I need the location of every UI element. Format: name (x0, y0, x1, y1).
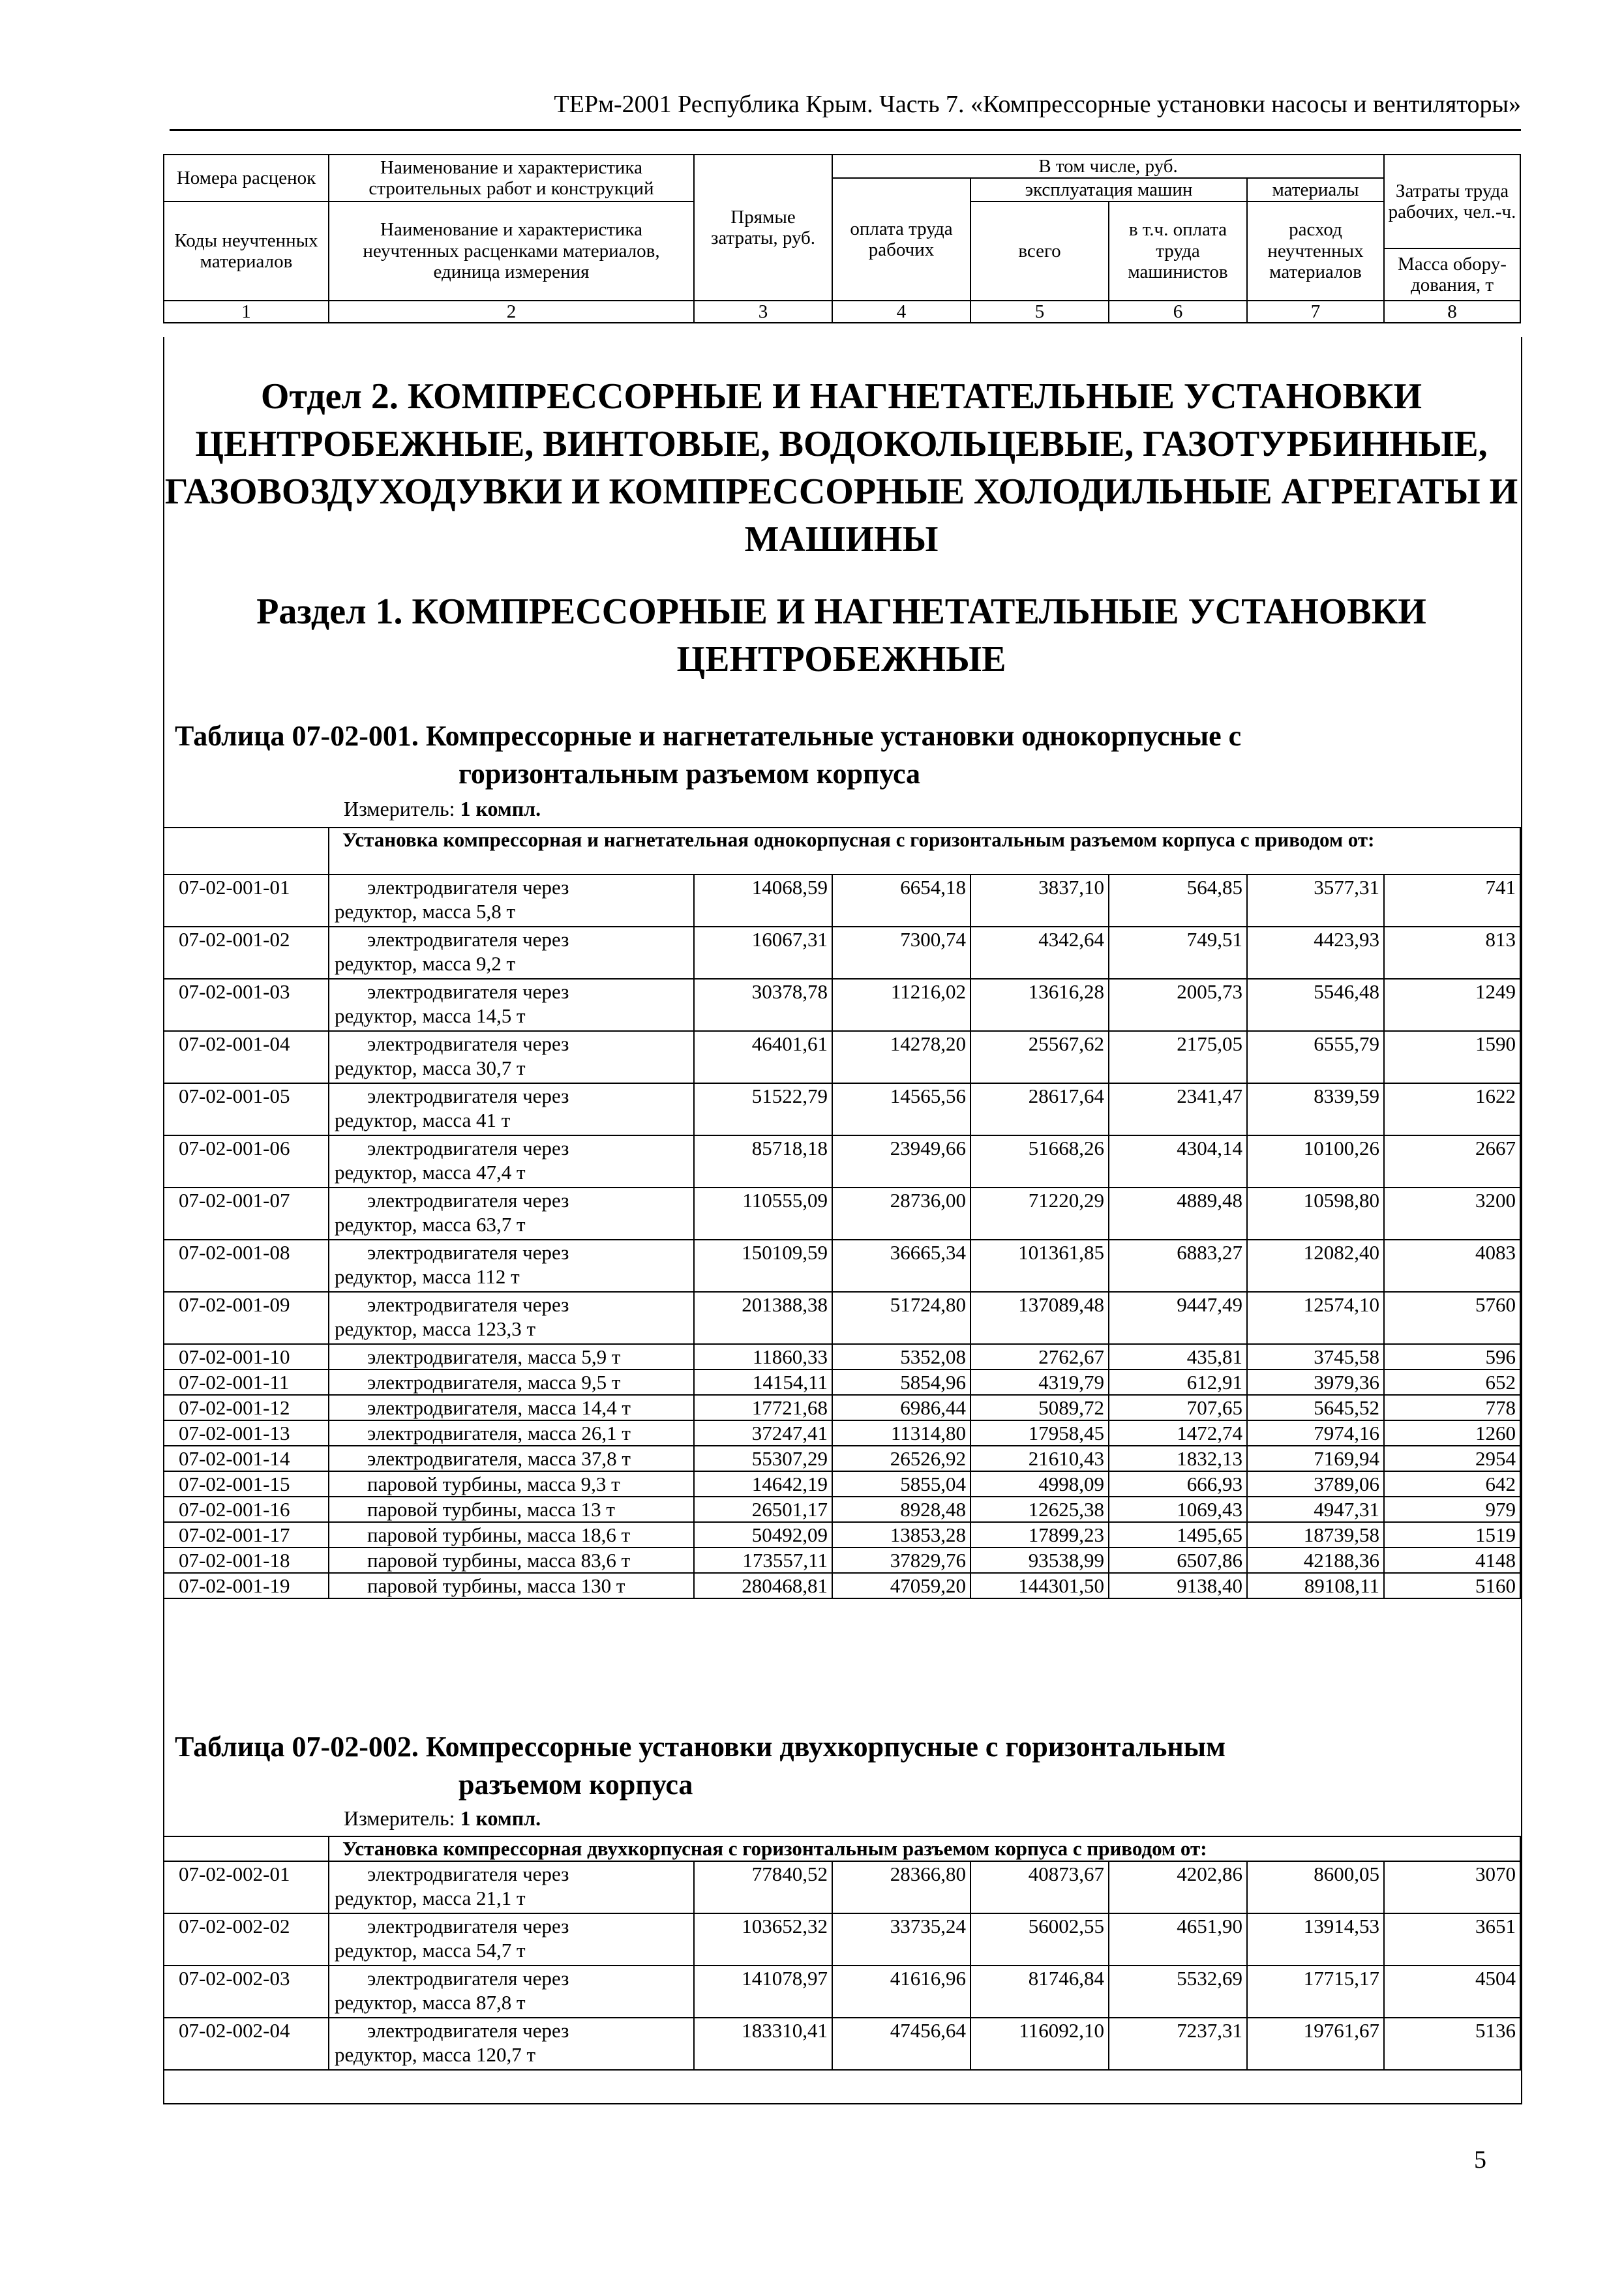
machines-total: 101361,85 (970, 1240, 1109, 1292)
labor-hours: 778 (1384, 1395, 1520, 1420)
direct-costs: 280468,81 (694, 1573, 832, 1598)
work-name-line: редуктор, масса 30,7 т (335, 1056, 526, 1079)
table-row (164, 875, 1520, 927)
machinist-pay: 666,93 (1109, 1471, 1247, 1497)
labor-hours: 1519 (1384, 1522, 1520, 1548)
header-material-usage: расход неучтенных материалов (1247, 202, 1384, 301)
section-title: Раздел 1. КОМПРЕССОРНЫЕ И НАГНЕТАТЕЛЬНЫЕ УСТАНОВКИ ЦЕНТРОБЕЖНЫЕ (256, 591, 1426, 680)
column-number: 1 (164, 301, 329, 323)
work-name-line: электродвигателя через (367, 1085, 569, 1107)
machines-total: 137089,48 (970, 1292, 1109, 1344)
machines-total: 17899,23 (970, 1522, 1109, 1548)
work-name-line: электродвигателя, масса 26,1 т (367, 1422, 631, 1444)
work-name-line: паровой турбины, масса 18,6 т (367, 1523, 631, 1546)
direct-costs: 85718,18 (694, 1135, 832, 1188)
table-row (164, 1471, 1520, 1497)
work-name-line: электродвигателя, масса 37,8 т (367, 1447, 631, 1470)
worker-pay: 47059,20 (832, 1573, 970, 1598)
machines-total: 13616,28 (970, 979, 1109, 1031)
column-number: 6 (1109, 301, 1247, 323)
work-name (329, 927, 694, 979)
machines-total: 4342,64 (970, 927, 1109, 979)
work-name (329, 1188, 694, 1240)
measure-label: Измеритель: (344, 1806, 455, 1830)
rate-code: 07-02-001-11 (164, 1369, 329, 1395)
machinist-pay: 2005,73 (1109, 979, 1247, 1031)
direct-costs: 55307,29 (694, 1446, 832, 1471)
worker-pay: 11216,02 (832, 979, 970, 1031)
materials: 5645,52 (1247, 1395, 1384, 1420)
rate-code: 07-02-001-15 (164, 1471, 329, 1497)
direct-costs: 16067,31 (694, 927, 832, 979)
table-row (164, 2018, 1520, 2070)
work-name-line: электродвигателя через (367, 2019, 569, 2042)
materials: 7169,94 (1247, 1446, 1384, 1471)
rate-code: 07-02-001-07 (164, 1188, 329, 1240)
materials: 8339,59 (1247, 1083, 1384, 1135)
work-name (329, 1471, 694, 1497)
machinist-pay: 7237,31 (1109, 2018, 1247, 2070)
materials: 4423,93 (1247, 927, 1384, 979)
machines-total: 28617,64 (970, 1083, 1109, 1135)
work-name-line: электродвигателя через (367, 980, 569, 1003)
work-name-line: паровой турбины, масса 9,3 т (367, 1473, 620, 1495)
table-row (164, 1344, 1520, 1369)
machines-total: 5089,72 (970, 1395, 1109, 1420)
labor-hours: 5136 (1384, 2018, 1520, 2070)
rate-code: 07-02-001-09 (164, 1292, 329, 1344)
work-name-line: электродвигателя через (367, 1863, 569, 1885)
machinist-pay: 1069,43 (1109, 1497, 1247, 1522)
machinist-pay: 435,81 (1109, 1344, 1247, 1369)
table-row (164, 1446, 1520, 1471)
rates-table (163, 1836, 1521, 2071)
labor-hours: 642 (1384, 1471, 1520, 1497)
materials: 10100,26 (1247, 1135, 1384, 1188)
column-number: 8 (1384, 301, 1520, 323)
worker-pay: 13853,28 (832, 1522, 970, 1548)
table-row (164, 1292, 1520, 1344)
subheading-spacer (164, 828, 329, 875)
rate-code: 07-02-001-10 (164, 1344, 329, 1369)
work-name (329, 1446, 694, 1471)
work-name-line: редуктор, масса 112 т (335, 1265, 520, 1288)
direct-costs: 14642,19 (694, 1471, 832, 1497)
labor-hours: 4083 (1384, 1240, 1520, 1292)
machinist-pay: 1495,65 (1109, 1522, 1247, 1548)
materials: 17715,17 (1247, 1966, 1384, 2018)
work-name-line: редуктор, масса 87,8 т (335, 1991, 526, 2014)
work-name-line: электродвигателя через (367, 1137, 569, 1159)
running-header: ТЕРм-2001 Республика Крым. Часть 7. «Компрессорные установки насосы и вентиляторы» (554, 91, 1521, 118)
labor-hours: 5160 (1384, 1573, 1520, 1598)
rate-code: 07-02-001-16 (164, 1497, 329, 1522)
machines-total: 12625,38 (970, 1497, 1109, 1522)
worker-pay: 14278,20 (832, 1031, 970, 1083)
work-name-line: электродвигателя через (367, 1032, 569, 1055)
work-name (329, 1240, 694, 1292)
work-name (329, 1861, 694, 1913)
direct-costs: 26501,17 (694, 1497, 832, 1522)
header-name: Наименование и характеристика строительных работ и конструкций (329, 155, 694, 202)
direct-costs: 103652,32 (694, 1913, 832, 1966)
table-row (164, 1861, 1520, 1913)
work-name (329, 1522, 694, 1548)
materials: 3745,58 (1247, 1344, 1384, 1369)
labor-hours: 1249 (1384, 979, 1520, 1031)
subheading-spacer (164, 1836, 329, 1861)
page-number: 5 (1474, 2146, 1486, 2174)
machinist-pay: 4202,86 (1109, 1861, 1247, 1913)
header-material-codes: Коды неучтенных материалов (164, 202, 329, 301)
machines-total: 2762,67 (970, 1344, 1109, 1369)
machines-total: 144301,50 (970, 1573, 1109, 1598)
direct-costs: 46401,61 (694, 1031, 832, 1083)
machinist-pay: 6883,27 (1109, 1240, 1247, 1292)
work-name (329, 2018, 694, 2070)
labor-hours: 2954 (1384, 1446, 1520, 1471)
labor-hours: 2667 (1384, 1135, 1520, 1188)
materials: 10598,80 (1247, 1188, 1384, 1240)
direct-costs: 110555,09 (694, 1188, 832, 1240)
worker-pay: 14565,56 (832, 1083, 970, 1135)
table-row (164, 1966, 1520, 2018)
table-title (175, 1728, 1447, 1804)
machines-total: 56002,55 (970, 1913, 1109, 1966)
direct-costs: 14154,11 (694, 1369, 832, 1395)
direct-costs: 201388,38 (694, 1292, 832, 1344)
materials: 3789,06 (1247, 1471, 1384, 1497)
work-name-line: паровой турбины, масса 83,6 т (367, 1549, 631, 1572)
machinist-pay: 9447,49 (1109, 1292, 1247, 1344)
direct-costs: 30378,78 (694, 979, 832, 1031)
machinist-pay: 4651,90 (1109, 1913, 1247, 1966)
work-name-line: редуктор, масса 41 т (335, 1109, 511, 1131)
direct-costs: 173557,11 (694, 1548, 832, 1573)
work-name (329, 1031, 694, 1083)
direct-costs: 150109,59 (694, 1240, 832, 1292)
header-codes: Номера расценок (164, 155, 329, 202)
labor-hours: 1590 (1384, 1031, 1520, 1083)
worker-pay: 28366,80 (832, 1861, 970, 1913)
table-row (164, 1369, 1520, 1395)
work-name (329, 1548, 694, 1573)
rate-code: 07-02-001-04 (164, 1031, 329, 1083)
labor-hours: 5760 (1384, 1292, 1520, 1344)
work-name-line: редуктор, масса 120,7 т (335, 2043, 536, 2066)
table-row (164, 1135, 1520, 1188)
table-row (164, 1522, 1520, 1548)
labor-hours: 3070 (1384, 1861, 1520, 1913)
header-material-name: Наименование и характеристика неучтенных расценками материалов, единица измерения (329, 202, 694, 301)
labor-hours: 3200 (1384, 1188, 1520, 1240)
column-number: 3 (694, 301, 832, 323)
work-name-line: редуктор, масса 9,2 т (335, 952, 516, 975)
worker-pay: 23949,66 (832, 1135, 970, 1188)
machinist-pay: 564,85 (1109, 875, 1247, 927)
header-worker-pay: оплата труда рабочих (832, 178, 970, 301)
header-labor-hours: Затраты труда рабочих, чел.-ч. (1384, 155, 1520, 248)
measure-unit (344, 1806, 541, 1831)
measure-value: 1 компл. (460, 1806, 541, 1830)
table-row (164, 1573, 1520, 1598)
header-materials: материалы (1247, 178, 1384, 202)
work-name-line: электродвигателя, масса 9,5 т (367, 1371, 621, 1394)
materials: 6555,79 (1247, 1031, 1384, 1083)
table-row (164, 1031, 1520, 1083)
table-subheading: Установка компрессорная двухкорпусная с горизонтальным разъемом корпуса с приводом от: (329, 1836, 1520, 1861)
worker-pay: 8928,48 (832, 1497, 970, 1522)
work-name-line: электродвигателя через (367, 928, 569, 951)
machinist-pay: 749,51 (1109, 927, 1247, 979)
direct-costs: 183310,41 (694, 2018, 832, 2070)
materials: 7974,16 (1247, 1420, 1384, 1446)
work-name-line: электродвигателя через (367, 1189, 569, 1212)
work-name-line: редуктор, масса 47,4 т (335, 1161, 526, 1184)
table-title-line: горизонтальным разъемом корпуса (459, 758, 921, 790)
materials: 3979,36 (1247, 1369, 1384, 1395)
materials: 19761,67 (1247, 2018, 1384, 2070)
worker-pay: 47456,64 (832, 2018, 970, 2070)
work-name (329, 1083, 694, 1135)
materials: 5546,48 (1247, 979, 1384, 1031)
work-name-line: электродвигателя, масса 14,4 т (367, 1396, 631, 1419)
division-title: Отдел 2. КОМПРЕССОРНЫЕ И НАГНЕТАТЕЛЬНЫЕ УСТАНОВКИ ЦЕНТРОБЕЖНЫЕ, ВИНТОВЫЕ, ВОДОКОЛЬЦЕВЫЕ, ГАЗОТУРБИННЫЕ, ГАЗОВОЗДУХОДУВКИ И КОМПРЕССОРНЫЕ ХОЛОДИЛЬНЫЕ АГРЕГАТЫ И МАШИНЫ (164, 376, 1518, 560)
rate-code: 07-02-001-02 (164, 927, 329, 979)
labor-hours: 4148 (1384, 1548, 1520, 1573)
machines-total: 21610,43 (970, 1446, 1109, 1471)
labor-hours: 4504 (1384, 1966, 1520, 2018)
worker-pay: 37829,76 (832, 1548, 970, 1573)
machinist-pay: 1832,13 (1109, 1446, 1247, 1471)
rate-code: 07-02-001-14 (164, 1446, 329, 1471)
work-name-line: паровой турбины, масса 13 т (367, 1498, 615, 1521)
rate-code: 07-02-001-13 (164, 1420, 329, 1446)
table-row (164, 1188, 1520, 1240)
machinist-pay: 1472,74 (1109, 1420, 1247, 1446)
rate-code: 07-02-001-05 (164, 1083, 329, 1135)
header-including: В том числе, руб. (832, 155, 1384, 178)
direct-costs: 17721,68 (694, 1395, 832, 1420)
worker-pay: 41616,96 (832, 1966, 970, 2018)
rates-table (163, 827, 1521, 1599)
work-name-line: паровой турбины, масса 130 т (367, 1574, 625, 1597)
labor-hours: 3651 (1384, 1913, 1520, 1966)
materials: 89108,11 (1247, 1573, 1384, 1598)
column-number: 2 (329, 301, 694, 323)
table-row (164, 1497, 1520, 1522)
work-name (329, 1497, 694, 1522)
machines-total: 4319,79 (970, 1369, 1109, 1395)
work-name (329, 1369, 694, 1395)
table-row (164, 1240, 1520, 1292)
materials: 13914,53 (1247, 1913, 1384, 1966)
table-row (164, 927, 1520, 979)
labor-hours: 596 (1384, 1344, 1520, 1369)
rate-code: 07-02-001-17 (164, 1522, 329, 1548)
machines-total: 3837,10 (970, 875, 1109, 927)
column-header-table (163, 154, 1521, 323)
worker-pay: 11314,80 (832, 1420, 970, 1446)
work-name-line: электродвигателя, масса 5,9 т (367, 1345, 621, 1368)
machines-total: 17958,45 (970, 1420, 1109, 1446)
header-machinist-pay: в т.ч. оплата труда машинистов (1109, 202, 1247, 301)
direct-costs: 11860,33 (694, 1344, 832, 1369)
worker-pay: 5855,04 (832, 1471, 970, 1497)
work-name (329, 1420, 694, 1446)
labor-hours: 813 (1384, 927, 1520, 979)
machines-total: 116092,10 (970, 2018, 1109, 2070)
materials: 42188,36 (1247, 1548, 1384, 1573)
materials: 4947,31 (1247, 1497, 1384, 1522)
rate-code: 07-02-001-03 (164, 979, 329, 1031)
machinist-pay: 2341,47 (1109, 1083, 1247, 1135)
machines-total: 71220,29 (970, 1188, 1109, 1240)
machinist-pay: 4889,48 (1109, 1188, 1247, 1240)
machinist-pay: 2175,05 (1109, 1031, 1247, 1083)
machines-total: 4998,09 (970, 1471, 1109, 1497)
table-row (164, 1913, 1520, 1966)
work-name-line: электродвигателя через (367, 1293, 569, 1316)
work-name-line: редуктор, масса 5,8 т (335, 900, 516, 923)
machines-total: 40873,67 (970, 1861, 1109, 1913)
machinist-pay: 707,65 (1109, 1395, 1247, 1420)
work-name (329, 979, 694, 1031)
table-row (164, 1420, 1520, 1446)
worker-pay: 33735,24 (832, 1913, 970, 1966)
table-title (175, 717, 1447, 793)
machinist-pay: 6507,86 (1109, 1548, 1247, 1573)
worker-pay: 36665,34 (832, 1240, 970, 1292)
labor-hours: 1260 (1384, 1420, 1520, 1446)
header-rule (170, 129, 1521, 131)
machines-total: 81746,84 (970, 1966, 1109, 2018)
work-name (329, 1292, 694, 1344)
header-direct-costs: Прямые затраты, руб. (694, 155, 832, 301)
direct-costs: 77840,52 (694, 1861, 832, 1913)
work-name-line: электродвигателя через (367, 1241, 569, 1264)
materials: 3577,31 (1247, 875, 1384, 927)
work-name-line: редуктор, масса 21,1 т (335, 1887, 526, 1909)
worker-pay: 51724,80 (832, 1292, 970, 1344)
machinist-pay: 612,91 (1109, 1369, 1247, 1395)
worker-pay: 6654,18 (832, 875, 970, 927)
header-machines: эксплуатация машин (970, 178, 1247, 202)
worker-pay: 6986,44 (832, 1395, 970, 1420)
work-name (329, 1395, 694, 1420)
work-name-line: редуктор, масса 54,7 т (335, 1939, 526, 1962)
labor-hours: 979 (1384, 1497, 1520, 1522)
work-name-line: электродвигателя через (367, 1915, 569, 1937)
materials: 12574,10 (1247, 1292, 1384, 1344)
worker-pay: 26526,92 (832, 1446, 970, 1471)
work-name-line: редуктор, масса 123,3 т (335, 1317, 536, 1340)
direct-costs: 37247,41 (694, 1420, 832, 1446)
table-title-line: Таблица 07-02-002. Компрессорные установки двухкорпусные с горизонтальным (175, 1731, 1226, 1763)
machinist-pay: 5532,69 (1109, 1966, 1247, 2018)
rate-code: 07-02-002-01 (164, 1861, 329, 1913)
work-name (329, 1135, 694, 1188)
work-name-line: редуктор, масса 63,7 т (335, 1213, 526, 1236)
table-title-line: Таблица 07-02-001. Компрессорные и нагнетательные установки однокорпусные с (175, 720, 1242, 752)
machinist-pay: 4304,14 (1109, 1135, 1247, 1188)
worker-pay: 28736,00 (832, 1188, 970, 1240)
direct-costs: 14068,59 (694, 875, 832, 927)
measure-unit (344, 797, 541, 821)
rate-code: 07-02-002-03 (164, 1966, 329, 2018)
rate-code: 07-02-002-02 (164, 1913, 329, 1966)
direct-costs: 141078,97 (694, 1966, 832, 2018)
labor-hours: 652 (1384, 1369, 1520, 1395)
work-name (329, 1344, 694, 1369)
work-name (329, 1966, 694, 2018)
materials: 18739,58 (1247, 1522, 1384, 1548)
header-machines-total: всего (970, 202, 1109, 301)
rate-code: 07-02-001-06 (164, 1135, 329, 1188)
work-name (329, 1913, 694, 1966)
table-row (164, 979, 1520, 1031)
rate-code: 07-02-001-01 (164, 875, 329, 927)
work-name-line: редуктор, масса 14,5 т (335, 1004, 526, 1027)
worker-pay: 5854,96 (832, 1369, 970, 1395)
table-row (164, 1548, 1520, 1573)
labor-hours: 741 (1384, 875, 1520, 927)
column-number: 4 (832, 301, 970, 323)
direct-costs: 50492,09 (694, 1522, 832, 1548)
materials: 12082,40 (1247, 1240, 1384, 1292)
materials: 8600,05 (1247, 1861, 1384, 1913)
column-number: 5 (970, 301, 1109, 323)
machines-total: 25567,62 (970, 1031, 1109, 1083)
header-equipment-mass: Масса обору-дования, т (1384, 248, 1520, 301)
direct-costs: 51522,79 (694, 1083, 832, 1135)
work-name (329, 875, 694, 927)
work-name (329, 1573, 694, 1598)
machinist-pay: 9138,40 (1109, 1573, 1247, 1598)
rate-code: 07-02-002-04 (164, 2018, 329, 2070)
rate-code: 07-02-001-18 (164, 1548, 329, 1573)
table-subheading: Установка компрессорная и нагнетательная однокорпусная с горизонтальным разъемом корпуса с приводом от: (329, 828, 1520, 875)
worker-pay: 7300,74 (832, 927, 970, 979)
labor-hours: 1622 (1384, 1083, 1520, 1135)
rate-code: 07-02-001-08 (164, 1240, 329, 1292)
rate-code: 07-02-001-12 (164, 1395, 329, 1420)
measure-label: Измеритель: (344, 797, 455, 820)
machines-total: 93538,99 (970, 1548, 1109, 1573)
worker-pay: 5352,08 (832, 1344, 970, 1369)
table-title-line: разъемом корпуса (459, 1769, 693, 1801)
work-name-line: электродвигателя через (367, 876, 569, 899)
table-row (164, 1395, 1520, 1420)
machines-total: 51668,26 (970, 1135, 1109, 1188)
table-row (164, 1083, 1520, 1135)
column-number: 7 (1247, 301, 1384, 323)
work-name-line: электродвигателя через (367, 1967, 569, 1990)
rate-code: 07-02-001-19 (164, 1573, 329, 1598)
measure-value: 1 компл. (460, 797, 541, 820)
